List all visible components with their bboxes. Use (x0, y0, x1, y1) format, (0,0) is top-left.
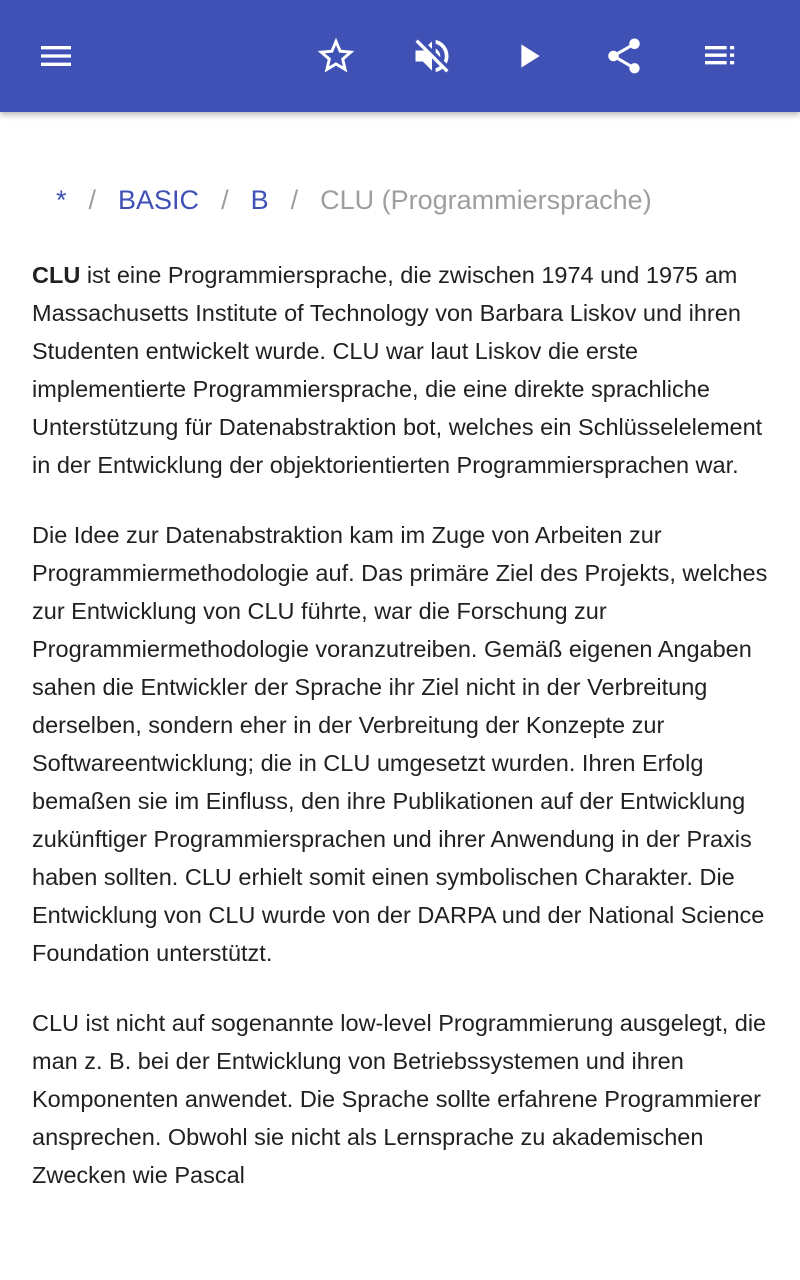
volume-off-icon (410, 34, 454, 78)
breadcrumb-separator: / (88, 185, 97, 215)
article-body (32, 256, 772, 1226)
article-term: CLU (32, 262, 81, 288)
menu-icon (36, 36, 76, 76)
article-content (0, 112, 800, 1280)
breadcrumb-separator: / (221, 185, 229, 215)
breadcrumb-item-root[interactable]: * (56, 185, 67, 215)
article-paragraph (32, 1004, 772, 1194)
favorite-button[interactable] (304, 24, 368, 88)
breadcrumb-item-basic[interactable]: BASIC (118, 185, 200, 215)
article-paragraph (32, 516, 772, 972)
paragraph-text: Die Idee zur Datenabstraktion kam im Zuge von Arbeiten zur Programmiermethodologie auf. Das primäre Ziel des Projekts, welches zur Entwicklung von CLU führte, war die Forschung zur Programmiermethodologie voranzutreiben. Gemäß eigenen Angaben sahen die Entwickler der Sprache ihr Ziel nicht in der Verbreitung derselben, sondern eher in der Verbreitung der Konzepte zur Softwareentwicklung; die in CLU umgesetzt wurden. Ihren Erfolg bemaßen sie im Einfluss, den ihre Publikationen auf der Entwicklung zukünftiger Programmiersprachen und ihrer Anwendung in der Praxis haben sollten. CLU erhielt somit einen symbolischen Charakter. Die Entwicklung von CLU wurde von der DARPA und der National Science Foundation unterstützt. (32, 522, 768, 966)
playlist-icon (700, 36, 740, 76)
playlist-button[interactable] (688, 24, 752, 88)
mute-button[interactable] (400, 24, 464, 88)
play-icon (508, 36, 548, 76)
app-toolbar (0, 0, 800, 112)
breadcrumb (56, 180, 776, 220)
star-outline-icon (314, 34, 358, 78)
share-button[interactable] (592, 24, 656, 88)
breadcrumb-item-b[interactable]: B (250, 185, 269, 215)
menu-button[interactable] (24, 24, 88, 88)
breadcrumb-current: CLU (Programmiersprache) (320, 185, 652, 215)
paragraph-text: CLU ist nicht auf sogenannte low-level Programmierung ausgelegt, die man z. B. bei der Entwicklung von Betriebssystemen und ihren Komponenten anwendet. Die Sprache sollte erfahrene Programmierer ansprechen. Obwohl sie nicht als Lernsprache zu akademischen Zwecken wie Pascal (32, 1010, 767, 1188)
article-paragraph (32, 256, 772, 484)
play-button[interactable] (496, 24, 560, 88)
paragraph-text: ist eine Programmiersprache, die zwischen 1974 und 1975 am Massachusetts Institute of Technology von Barbara Liskov und ihren Studenten entwickelt wurde. CLU war laut Liskov die erste implementierte Programmiersprache, die eine direkte sprachliche Unterstützung für Datenabstraktion bot, welches ein Schlüsselelement in der Entwicklung der objektorientierten Programmiersprachen war. (32, 262, 763, 478)
share-icon (603, 35, 645, 77)
breadcrumb-separator: / (290, 185, 299, 215)
